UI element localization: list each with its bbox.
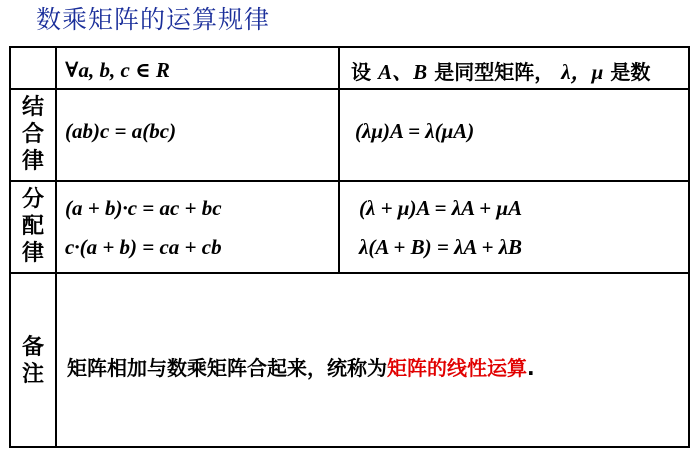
column-divider <box>55 48 57 446</box>
header-prefix: 设 <box>351 60 371 84</box>
header-middle: 是同型矩阵， <box>434 60 555 84</box>
note-text-highlight: 矩阵的线性运算 <box>387 356 527 380</box>
note-text-normal: 矩阵相加与数乘矩阵合起来，统称为 <box>67 356 387 380</box>
row-label-distributive: 分 配 律 <box>21 187 44 266</box>
column-divider <box>338 48 340 272</box>
row-divider <box>11 272 688 274</box>
row-label-note: 备 注 <box>21 335 44 387</box>
distributive-matrix-formula-2: λ(A + B) = λA + λB <box>359 235 523 259</box>
header-scalars: λ，μ <box>561 60 604 84</box>
note-text-period: . <box>527 356 535 380</box>
distributive-matrix-formula-1: (λ + μ)A = λA + μA <box>359 196 523 220</box>
rules-table <box>9 46 690 448</box>
distributive-scalar-formula-1: (a + b)·c = ac + bc <box>65 196 222 220</box>
associative-matrix-formula: (λμ)A = λ(μA) <box>355 119 475 143</box>
row-label-associative: 结 合 律 <box>21 95 44 174</box>
header-suffix: 是数 <box>610 60 651 84</box>
note-text <box>67 352 535 381</box>
header-matrices: A、B <box>378 60 428 84</box>
distributive-scalar-formula-2: c·(a + b) = ca + cb <box>65 235 222 259</box>
row-divider <box>11 180 688 182</box>
associative-scalar-formula: (ab)c = a(bc) <box>65 119 177 143</box>
page-title: 数乘矩阵的运算规律 <box>36 5 271 34</box>
header-condition <box>351 56 650 86</box>
header-quantifier: ∀a, b, c ∈ R <box>65 58 170 82</box>
row-divider <box>11 88 688 90</box>
